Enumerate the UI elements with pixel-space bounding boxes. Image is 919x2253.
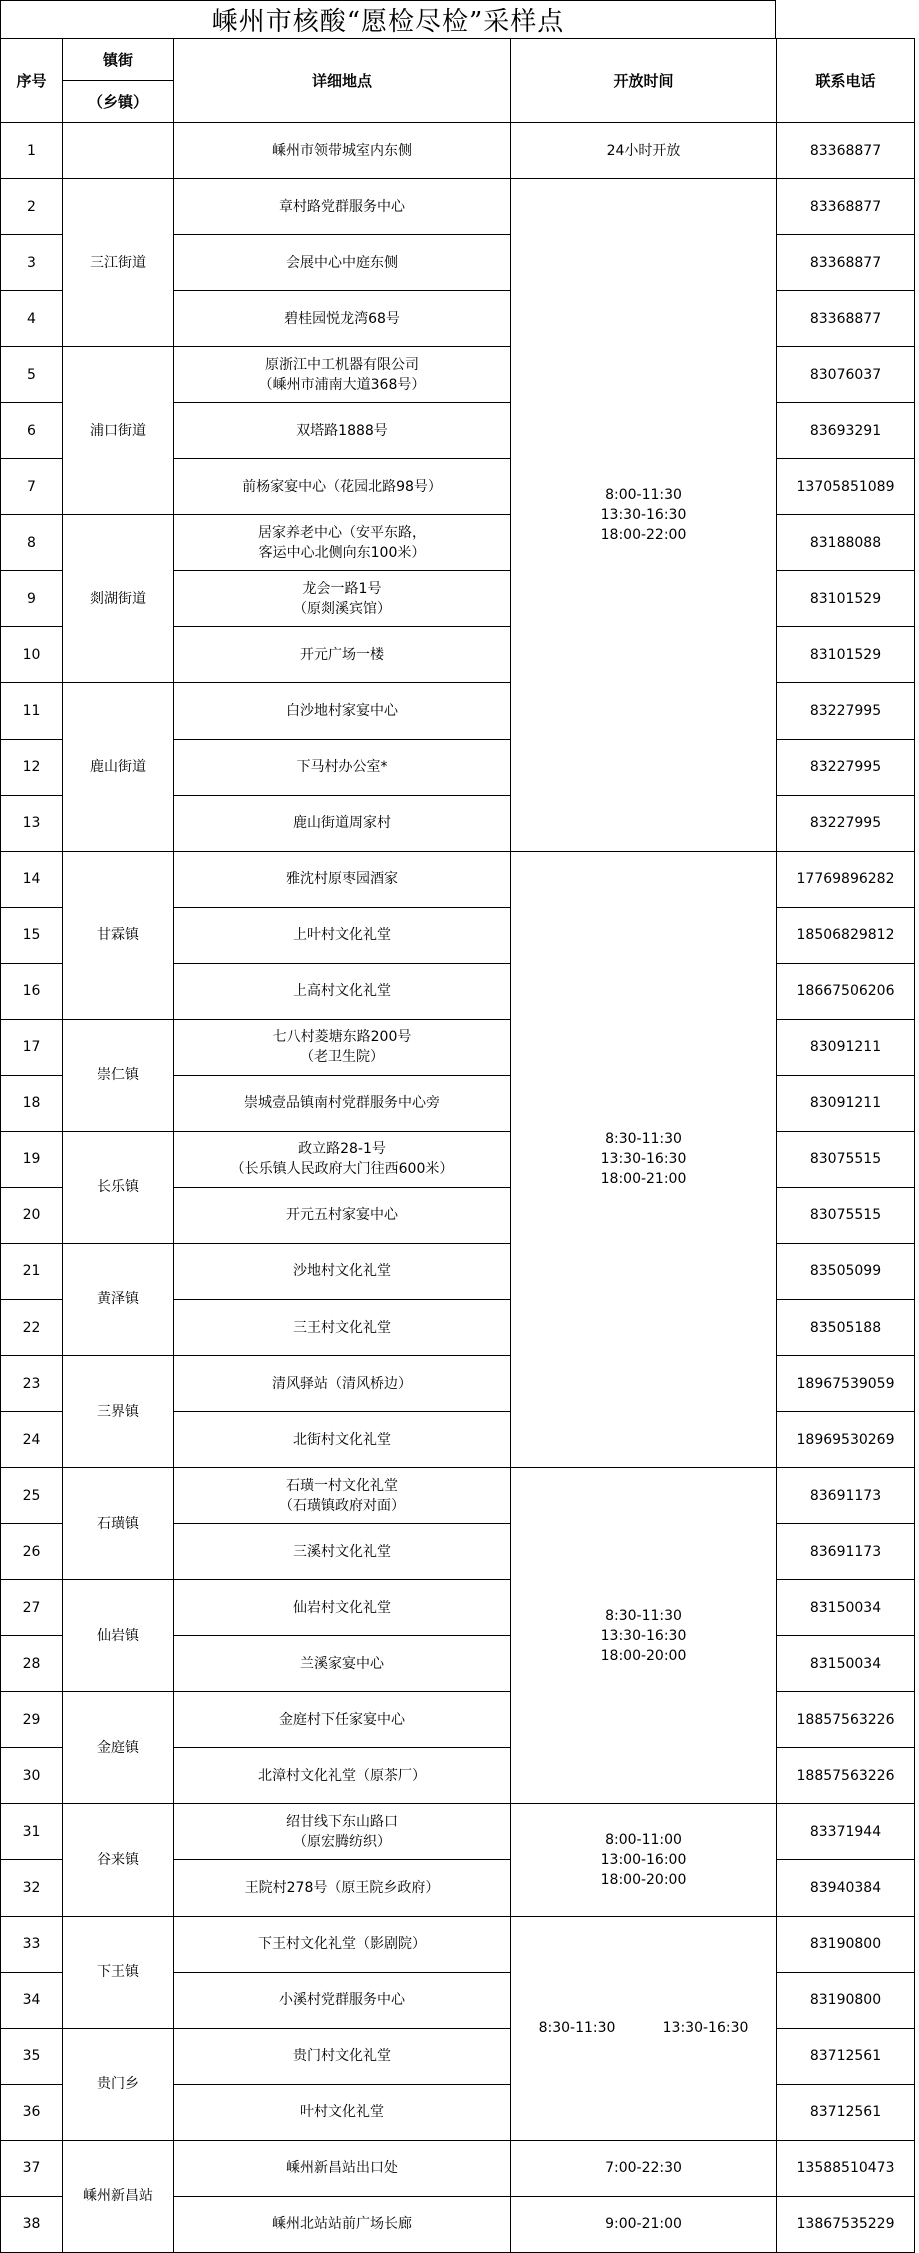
row-number: 7 bbox=[1, 459, 63, 515]
row-number: 29 bbox=[1, 1692, 63, 1748]
address-cell: 上高村文化礼堂 bbox=[174, 963, 511, 1019]
row-number: 8 bbox=[1, 515, 63, 571]
town-cell: 金庭镇 bbox=[63, 1692, 174, 1804]
phone-cell: 83150034 bbox=[777, 1636, 915, 1692]
address-cell: 金庭村下任家宴中心 bbox=[174, 1692, 511, 1748]
table-row bbox=[1, 1692, 915, 1748]
row-number: 37 bbox=[1, 2140, 63, 2196]
row-number: 26 bbox=[1, 1524, 63, 1580]
hours-cell: 7:00-22:30 bbox=[511, 2140, 777, 2196]
town-cell: 三界镇 bbox=[63, 1356, 174, 1468]
table-row bbox=[1, 1580, 915, 1636]
address-cell: 北漳村文化礼堂（原茶厂） bbox=[174, 1748, 511, 1804]
row-number: 20 bbox=[1, 1187, 63, 1243]
town-cell: 仙岩镇 bbox=[63, 1580, 174, 1692]
hours-cell bbox=[511, 1916, 777, 2140]
address-cell: 龙会一路1号 （原剡溪宾馆） bbox=[174, 571, 511, 627]
town-cell: 嵊州新昌站 bbox=[63, 2140, 174, 2252]
town-cell: 黄泽镇 bbox=[63, 1243, 174, 1355]
phone-cell: 83190800 bbox=[777, 1972, 915, 2028]
phone-cell: 83691173 bbox=[777, 1468, 915, 1524]
address-cell: 原浙江中工机器有限公司 （嵊州市浦南大道368号） bbox=[174, 347, 511, 403]
table-row bbox=[1, 123, 915, 179]
phone-cell: 83693291 bbox=[777, 403, 915, 459]
address-cell: 双塔路1888号 bbox=[174, 403, 511, 459]
phone-cell: 83368877 bbox=[777, 179, 915, 235]
town-cell: 剡湖街道 bbox=[63, 515, 174, 683]
row-number: 4 bbox=[1, 291, 63, 347]
address-cell: 居家养老中心（安平东路， 客运中心北侧向东100米） bbox=[174, 515, 511, 571]
phone-cell: 83190800 bbox=[777, 1916, 915, 1972]
phone-cell: 83076037 bbox=[777, 347, 915, 403]
row-number: 15 bbox=[1, 907, 63, 963]
town-cell: 甘霖镇 bbox=[63, 851, 174, 1019]
row-number: 31 bbox=[1, 1804, 63, 1860]
row-number: 3 bbox=[1, 235, 63, 291]
address-cell: 叶村文化礼堂 bbox=[174, 2084, 511, 2140]
address-cell: 石璜一村文化礼堂 （石璜镇政府对面） bbox=[174, 1468, 511, 1524]
table-row bbox=[1, 1243, 915, 1299]
address-cell: 嵊州新昌站出口处 bbox=[174, 2140, 511, 2196]
address-cell: 雅沈村原枣园酒家 bbox=[174, 851, 511, 907]
table-row bbox=[1, 2140, 915, 2196]
phone-cell: 83712561 bbox=[777, 2084, 915, 2140]
phone-cell: 83368877 bbox=[777, 291, 915, 347]
hours-cell: 8:30-11:30 13:30-16:30 18:00-20:00 bbox=[511, 1468, 777, 1804]
town-cell: 长乐镇 bbox=[63, 1131, 174, 1243]
row-number: 16 bbox=[1, 963, 63, 1019]
phone-cell: 83227995 bbox=[777, 683, 915, 739]
phone-cell: 83227995 bbox=[777, 739, 915, 795]
town-cell: 贵门乡 bbox=[63, 2028, 174, 2140]
table-row bbox=[1, 1804, 915, 1860]
table-row bbox=[1, 2028, 915, 2084]
address-cell: 碧桂园悦龙湾68号 bbox=[174, 291, 511, 347]
address-cell: 会展中心中庭东侧 bbox=[174, 235, 511, 291]
table-row bbox=[1, 1468, 915, 1524]
row-number: 13 bbox=[1, 795, 63, 851]
phone-cell: 18967539059 bbox=[777, 1356, 915, 1412]
header-address: 详细地点 bbox=[174, 39, 511, 123]
hours-split bbox=[515, 2018, 772, 2038]
table-row bbox=[1, 179, 915, 235]
row-number: 36 bbox=[1, 2084, 63, 2140]
phone-cell: 83075515 bbox=[777, 1187, 915, 1243]
address-cell: 贵门村文化礼堂 bbox=[174, 2028, 511, 2084]
row-number: 38 bbox=[1, 2196, 63, 2252]
address-cell: 下马村办公室* bbox=[174, 739, 511, 795]
table-row bbox=[1, 1019, 915, 1075]
address-cell: 崇城壹品镇南村党群服务中心旁 bbox=[174, 1075, 511, 1131]
address-cell: 开元五村家宴中心 bbox=[174, 1187, 511, 1243]
row-number: 33 bbox=[1, 1916, 63, 1972]
page-title: 嵊州市核酸“愿检尽检”采样点 bbox=[0, 0, 776, 38]
header-hours: 开放时间 bbox=[511, 39, 777, 123]
address-cell: 仙岩村文化礼堂 bbox=[174, 1580, 511, 1636]
table-row bbox=[1, 515, 915, 571]
header-town-sub: （乡镇） bbox=[63, 81, 174, 123]
row-number: 30 bbox=[1, 1748, 63, 1804]
table-row bbox=[1, 347, 915, 403]
phone-cell: 83150034 bbox=[777, 1580, 915, 1636]
address-cell: 兰溪家宴中心 bbox=[174, 1636, 511, 1692]
phone-cell: 83505188 bbox=[777, 1299, 915, 1355]
row-number: 23 bbox=[1, 1356, 63, 1412]
header-no: 序号 bbox=[1, 39, 63, 123]
header-town: 镇街 bbox=[63, 39, 174, 81]
address-cell: 沙地村文化礼堂 bbox=[174, 1243, 511, 1299]
row-number: 18 bbox=[1, 1075, 63, 1131]
phone-cell: 83075515 bbox=[777, 1131, 915, 1187]
sampling-sites-table bbox=[0, 38, 915, 2253]
hours-cell: 8:00-11:30 13:30-16:30 18:00-22:00 bbox=[511, 179, 777, 852]
town-cell: 崇仁镇 bbox=[63, 1019, 174, 1131]
row-number: 25 bbox=[1, 1468, 63, 1524]
hours-cell: 24小时开放 bbox=[511, 123, 777, 179]
phone-cell: 83091211 bbox=[777, 1075, 915, 1131]
row-number: 27 bbox=[1, 1580, 63, 1636]
address-cell: 北街村文化礼堂 bbox=[174, 1412, 511, 1468]
header-phone: 联系电话 bbox=[777, 39, 915, 123]
address-cell: 清风驿站（清风桥边） bbox=[174, 1356, 511, 1412]
address-cell: 开元广场一楼 bbox=[174, 627, 511, 683]
row-number: 32 bbox=[1, 1860, 63, 1916]
address-cell: 上叶村文化礼堂 bbox=[174, 907, 511, 963]
address-cell: 白沙地村家宴中心 bbox=[174, 683, 511, 739]
address-cell: 绍甘线下东山路口 （原宏腾纺织） bbox=[174, 1804, 511, 1860]
address-cell: 七八村菱塘东路200号 （老卫生院） bbox=[174, 1019, 511, 1075]
row-number: 9 bbox=[1, 571, 63, 627]
phone-cell: 18857563226 bbox=[777, 1748, 915, 1804]
hours-cell: 9:00-21:00 bbox=[511, 2196, 777, 2252]
row-number: 1 bbox=[1, 123, 63, 179]
town-cell: 三江街道 bbox=[63, 179, 174, 347]
hours-cell: 8:30-11:30 13:30-16:30 18:00-21:00 bbox=[511, 851, 777, 1468]
row-number: 6 bbox=[1, 403, 63, 459]
hours-segment: 13:30-16:30 bbox=[662, 2020, 749, 2037]
phone-cell: 18969530269 bbox=[777, 1412, 915, 1468]
address-cell: 章村路党群服务中心 bbox=[174, 179, 511, 235]
phone-cell: 83091211 bbox=[777, 1019, 915, 1075]
phone-cell: 83940384 bbox=[777, 1860, 915, 1916]
row-number: 5 bbox=[1, 347, 63, 403]
row-number: 34 bbox=[1, 1972, 63, 2028]
row-number: 21 bbox=[1, 1243, 63, 1299]
address-cell: 三溪村文化礼堂 bbox=[174, 1524, 511, 1580]
table-row bbox=[1, 851, 915, 907]
hours-segment: 8:30-11:30 bbox=[538, 2020, 616, 2037]
phone-cell: 83691173 bbox=[777, 1524, 915, 1580]
phone-cell: 83101529 bbox=[777, 627, 915, 683]
phone-cell: 83227995 bbox=[777, 795, 915, 851]
town-cell: 石璜镇 bbox=[63, 1468, 174, 1580]
phone-cell: 18857563226 bbox=[777, 1692, 915, 1748]
row-number: 19 bbox=[1, 1131, 63, 1187]
table-row bbox=[1, 1131, 915, 1187]
address-cell: 嵊州市领带城室内东侧 bbox=[174, 123, 511, 179]
address-cell: 鹿山街道周家村 bbox=[174, 795, 511, 851]
phone-cell: 18667506206 bbox=[777, 963, 915, 1019]
phone-cell: 83505099 bbox=[777, 1243, 915, 1299]
town-cell: 鹿山街道 bbox=[63, 683, 174, 851]
table-row bbox=[1, 1356, 915, 1412]
phone-cell: 83368877 bbox=[777, 235, 915, 291]
address-cell: 王院村278号（原王院乡政府） bbox=[174, 1860, 511, 1916]
phone-cell: 83188088 bbox=[777, 515, 915, 571]
phone-cell: 83368877 bbox=[777, 123, 915, 179]
table-row bbox=[1, 1916, 915, 1972]
row-number: 35 bbox=[1, 2028, 63, 2084]
table-row bbox=[1, 683, 915, 739]
town-cell: 谷来镇 bbox=[63, 1804, 174, 1916]
address-cell: 前杨家宴中心（花园北路98号） bbox=[174, 459, 511, 515]
address-cell: 政立路28-1号 （长乐镇人民政府大门往西600米） bbox=[174, 1131, 511, 1187]
phone-cell: 13705851089 bbox=[777, 459, 915, 515]
phone-cell: 13867535229 bbox=[777, 2196, 915, 2252]
phone-cell: 83712561 bbox=[777, 2028, 915, 2084]
row-number: 10 bbox=[1, 627, 63, 683]
row-number: 11 bbox=[1, 683, 63, 739]
row-number: 28 bbox=[1, 1636, 63, 1692]
row-number: 17 bbox=[1, 1019, 63, 1075]
address-cell: 嵊州北站站前广场长廊 bbox=[174, 2196, 511, 2252]
address-cell: 下王村文化礼堂（影剧院） bbox=[174, 1916, 511, 1972]
phone-cell: 17769896282 bbox=[777, 851, 915, 907]
phone-cell: 83371944 bbox=[777, 1804, 915, 1860]
town-cell bbox=[63, 123, 174, 179]
town-cell: 浦口街道 bbox=[63, 347, 174, 515]
row-number: 14 bbox=[1, 851, 63, 907]
row-number: 2 bbox=[1, 179, 63, 235]
row-number: 12 bbox=[1, 739, 63, 795]
address-cell: 三王村文化礼堂 bbox=[174, 1299, 511, 1355]
address-cell: 小溪村党群服务中心 bbox=[174, 1972, 511, 2028]
hours-cell: 8:00-11:00 13:00-16:00 18:00-20:00 bbox=[511, 1804, 777, 1916]
town-cell: 下王镇 bbox=[63, 1916, 174, 2028]
phone-cell: 83101529 bbox=[777, 571, 915, 627]
row-number: 22 bbox=[1, 1299, 63, 1355]
phone-cell: 18506829812 bbox=[777, 907, 915, 963]
row-number: 24 bbox=[1, 1412, 63, 1468]
phone-cell: 13588510473 bbox=[777, 2140, 915, 2196]
